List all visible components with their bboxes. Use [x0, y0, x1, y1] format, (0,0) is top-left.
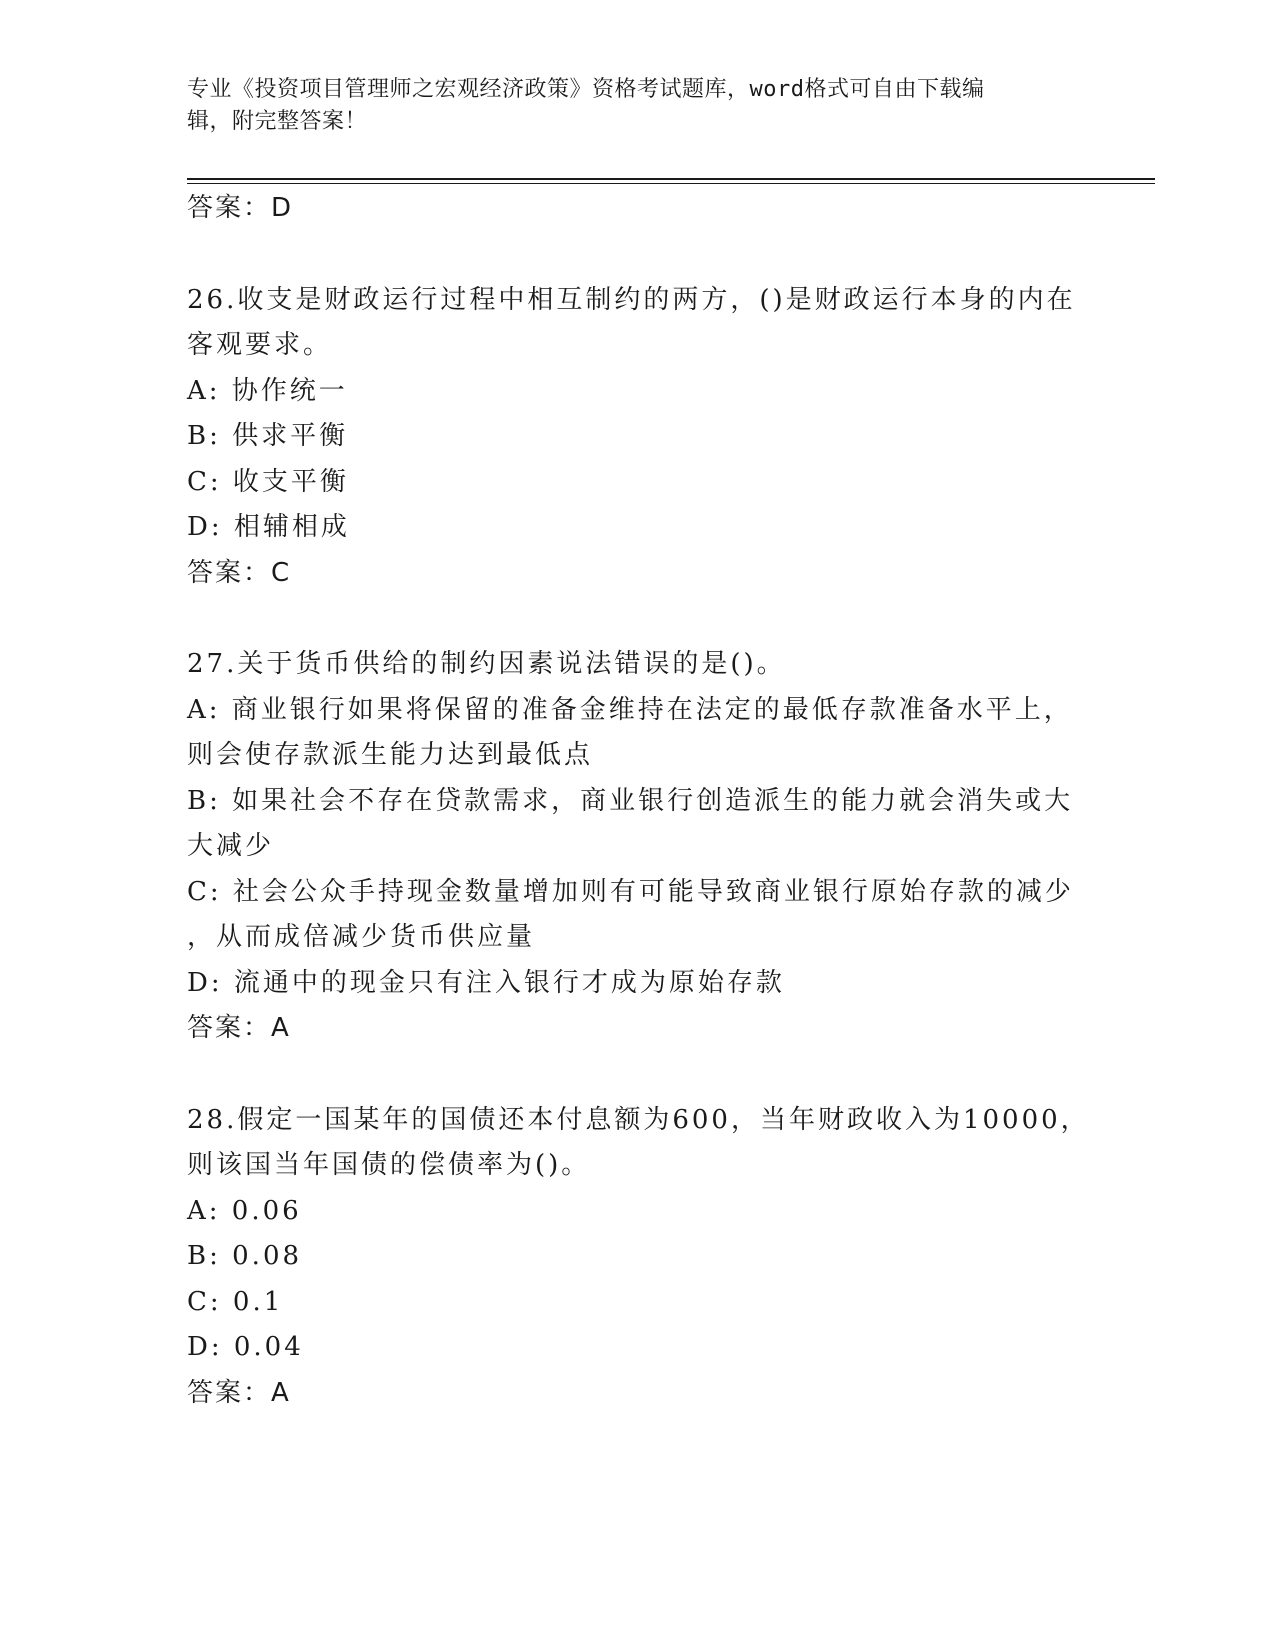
option-c: C: 收支平衡 [187, 466, 349, 497]
question-stem: 27.关于货币供给的制约因素说法错误的是()。 [187, 649, 786, 679]
option-b-continued: 大减少 [187, 831, 275, 861]
header-line: 专业《投资项目管理师之宏观经济政策》资格考试题库，word格式可自由下载编 [187, 77, 985, 102]
option-c: C: 0.1 [187, 1286, 284, 1317]
option-d: D: 流通中的现金只有注入银行才成为原始存款 [187, 967, 785, 998]
question-stem: 则该国当年国债的偿债率为()。 [187, 1150, 591, 1180]
answer-line: 答案：A [187, 1013, 291, 1043]
question-stem: 26.收支是财政运行过程中相互制约的两方，()是财政运行本身的内在 [187, 284, 1076, 315]
question-list [187, 186, 1090, 1416]
option-b: B: 0.08 [187, 1241, 303, 1271]
header-line: 辑，附完整答案！ [187, 109, 368, 134]
option-c: C: 社会公众手持现金数量增加则有可能导致商业银行原始存款的减少 [187, 876, 1074, 907]
answer-line: 答案：D [187, 193, 294, 223]
question-stem: 28.假定一国某年的国债还本付息额为600，当年财政收入为10000， [187, 1104, 1090, 1135]
question-item [187, 642, 1087, 1052]
option-a-continued: 则会使存款派生能力达到最低点 [187, 740, 594, 770]
option-b: B: 如果社会不存在贷款需求，商业银行创造派生的能力就会消失或大 [187, 785, 1074, 816]
header-divider [187, 178, 1155, 180]
option-a: A: 商业银行如果将保留的准备金维持在法定的最低存款准备水平上， [187, 694, 1073, 725]
option-a: A: 0.06 [187, 1195, 302, 1226]
option-c-continued: ，从而成倍减少货币供应量 [187, 922, 536, 952]
question-item [187, 1098, 1090, 1417]
option-d: D: 相辅相成 [187, 512, 350, 542]
option-a: A: 协作统一 [187, 375, 348, 406]
page-header [187, 74, 1077, 138]
answer-line: 答案：C [187, 557, 292, 588]
question-item [187, 278, 1087, 597]
header-divider-thin [187, 183, 1155, 184]
answer-line: 答案：A [187, 1377, 291, 1408]
question-stem: 客观要求。 [187, 330, 333, 360]
option-b: B: 供求平衡 [187, 421, 349, 451]
option-d: D: 0.04 [187, 1332, 304, 1362]
